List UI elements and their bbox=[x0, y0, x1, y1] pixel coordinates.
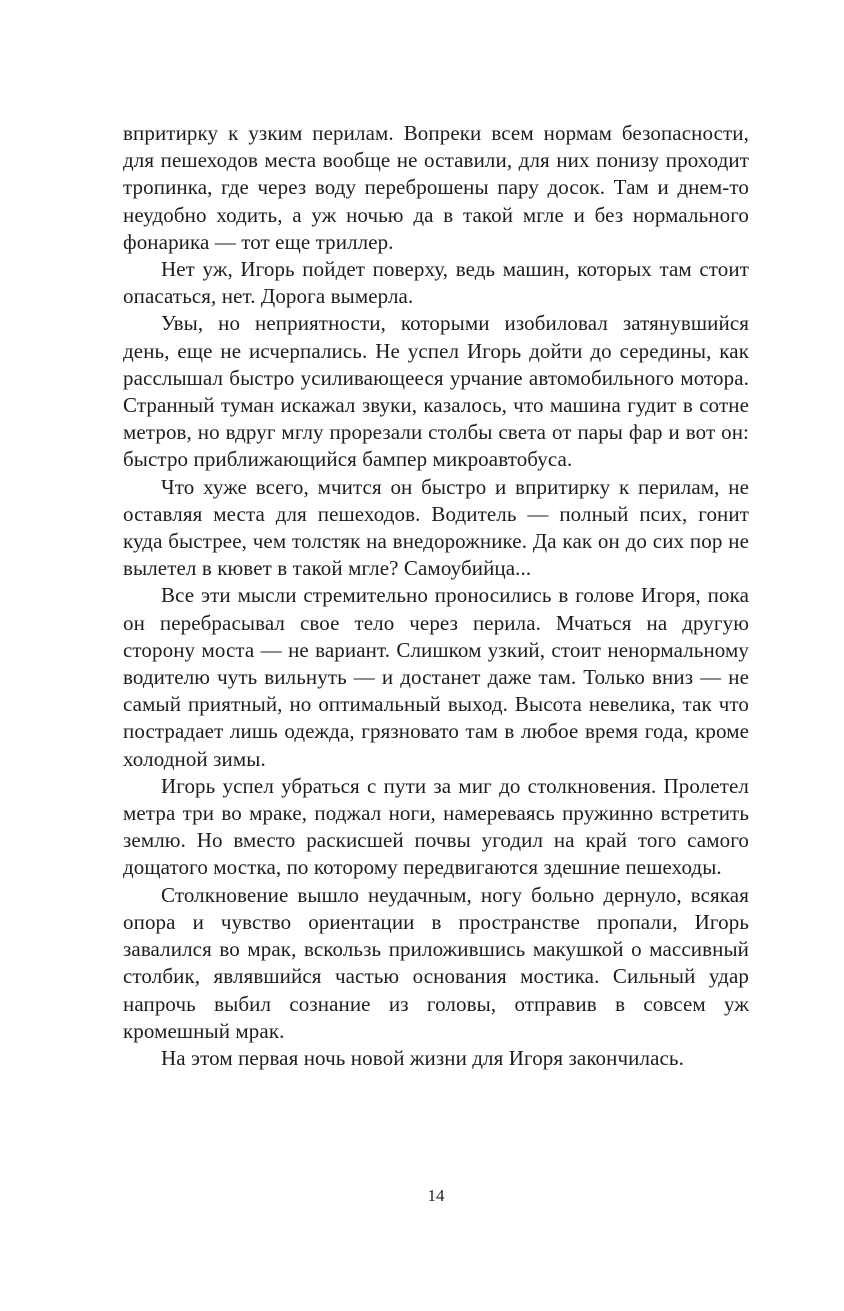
paragraph-4: Что хуже всего, мчится он быстро и впритирку к перилам, не оставляя места для пешеходов. Водитель — полный псих, гонит куда быстрее, чем толстяк на внедорожнике. Да как он до сих пор не вылетел в кювет в такой мгле? Самоубийца... bbox=[123, 474, 749, 581]
paragraph-8: На этом первая ночь новой жизни для Игоря закончилась. bbox=[161, 1045, 684, 1070]
paragraph-2: Нет уж, Игорь пойдет поверху, ведь машин, которых там стоит опасаться, нет. Дорога вымерла. bbox=[123, 257, 749, 309]
paragraph-5: Все эти мысли стремительно проносились в голове Игоря, пока он перебрасывал свое тело через перила. Мчаться на другую сторону моста — не вариант. Слишком узкий, стоит ненормальному водителю чуть вильнуть — и достанет даже там. Только вниз — не самый приятный, но оптимальный выход. Высота невелика, так что пострадает лишь одежда, грязновато там в любое время года, кроме холодной зимы. bbox=[123, 583, 749, 771]
paragraph-1: впритирку к узким перилам. Вопреки всем нормам безопасности, для пешеходов места вообще не оставили, для них понизу проходит тропинка, где через воду переброшены пару досок. Там и днем-то неудобно ходить, а уж ночью да в такой мгле и без нормального фонарика — тот еще триллер. bbox=[123, 121, 749, 254]
paragraph-3: Увы, но неприятности, которыми изобиловал затянувшийся день, еще не исчерпались. Не успел Игорь дойти до середины, как расслышал быстро усиливающееся урчание автомобильного мотора. Странный туман искажал звуки, казалось, что машина гудит в сотне метров, но вдруг мглу прорезали столбы света от пары фар и вот он: быстро приближающийся бампер микроавтобуса. bbox=[123, 311, 749, 472]
paragraph-7: Столкновение вышло неудачным, ногу больно дернуло, всякая опора и чувство ориентации в пространстве пропали, Игорь завалился во мрак, вскользь приложившись макушкой о массивный столбик, являвшийся частью основания мостика. Сильный удар напрочь выбил сознание из головы, отправив в совсем уж кромешный мрак. bbox=[123, 882, 749, 1043]
page-text bbox=[123, 120, 749, 1072]
paragraph-6: Игорь успел убраться с пути за миг до столкновения. Пролетел метра три во мраке, поджал ноги, намереваясь пружинно встретить землю. Но вместо раскисшей почвы угодил на край того самого дощатого мостка, по которому передвигаются здешние пешеходы. bbox=[123, 773, 749, 880]
page-number: 14 bbox=[427, 1186, 445, 1205]
